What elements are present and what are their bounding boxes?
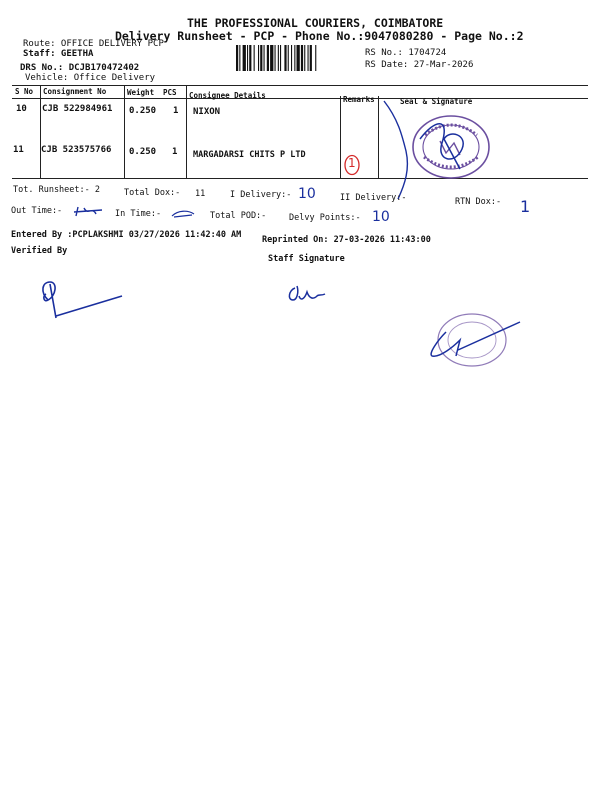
verified-by-label: Verified By [11,246,68,256]
row-consignment: CJB 522984961 [42,104,113,114]
staff-signature-label: Staff Signature [268,254,345,264]
route-label: Route: OFFICE DELIVERY PCP [23,39,164,49]
barcode [236,45,360,71]
i-delivery-value: 10 [298,186,316,202]
delvy-points-value: 10 [372,209,390,225]
col-header-weight: Weight [127,88,155,97]
column-divider [124,86,125,178]
column-divider [186,86,187,178]
total-dox-value: 11 [195,189,206,199]
recipient-signature [380,99,490,204]
remark-value: 1 [348,156,356,170]
rs-number: RS No.: 1704724 [365,48,447,58]
i-delivery-label: I Delivery:- [230,190,292,200]
row-sno: 10 [16,104,27,114]
column-divider [340,96,341,178]
drs-number: DRS No.: DCJB170472402 [20,63,140,73]
rs-date: RS Date: 27-Mar-2026 [365,60,474,70]
document-title: Delivery Runsheet - PCP - Phone No.:9047080280 - Page No.:2 [115,29,524,43]
column-divider [40,86,41,178]
col-header-consignment: Consignment No [43,87,107,96]
reprinted-on: Reprinted On: 27-03-2026 11:43:00 [262,235,431,245]
col-header-consignee: Consignee Details [189,91,266,100]
out-time-label: Out Time:- [11,206,63,216]
bottom-seal-signature [420,310,530,370]
row-sno: 11 [13,145,24,155]
table-top-border [12,85,588,86]
col-header-sno: S No [15,87,34,96]
delvy-points-label: Delvy Points:- [289,213,361,223]
row-weight: 0.250 [129,147,157,157]
verified-by-signature [30,278,130,320]
company-name: THE PROFESSIONAL COURIERS, COIMBATORE [187,16,444,30]
rtn-dox-value: 1 [520,197,531,216]
row-consignee: NIXON [193,107,221,117]
entered-by: Entered By :PCPLAKSHMI 03/27/2026 11:42:40 AM [11,230,242,240]
staff-signature [285,282,330,304]
in-time-scribble [170,208,196,220]
in-time-label: In Time:- [115,209,162,219]
row-pcs: 1 [172,147,178,157]
row-consignment: CJB 523575766 [41,145,112,155]
ii-delivery-label: II Delivery:- [340,193,407,203]
column-divider [378,96,379,178]
col-header-pcs: PCS [163,88,177,97]
row-consignee: MARGADARSI CHITS P LTD [193,150,306,160]
total-pod-label: Total POD:- [210,211,267,221]
vehicle-label: Vehicle: Office Delivery [25,73,156,83]
table-header-border [12,98,588,99]
total-dox-label: Total Dox:- [124,188,181,198]
tot-runsheet: Tot. Runsheet:- 2 [13,185,100,195]
out-time-scribble [72,204,106,218]
rtn-dox-label: RTN Dox:- [455,197,502,207]
row-weight: 0.250 [129,106,157,116]
col-header-remarks: Remarks [343,95,375,104]
table-bottom-border [12,178,588,179]
row-pcs: 1 [173,106,179,116]
staff-label: Staff: GEETHA [23,49,94,59]
col-header-signature: Seal & Signature [400,97,473,106]
